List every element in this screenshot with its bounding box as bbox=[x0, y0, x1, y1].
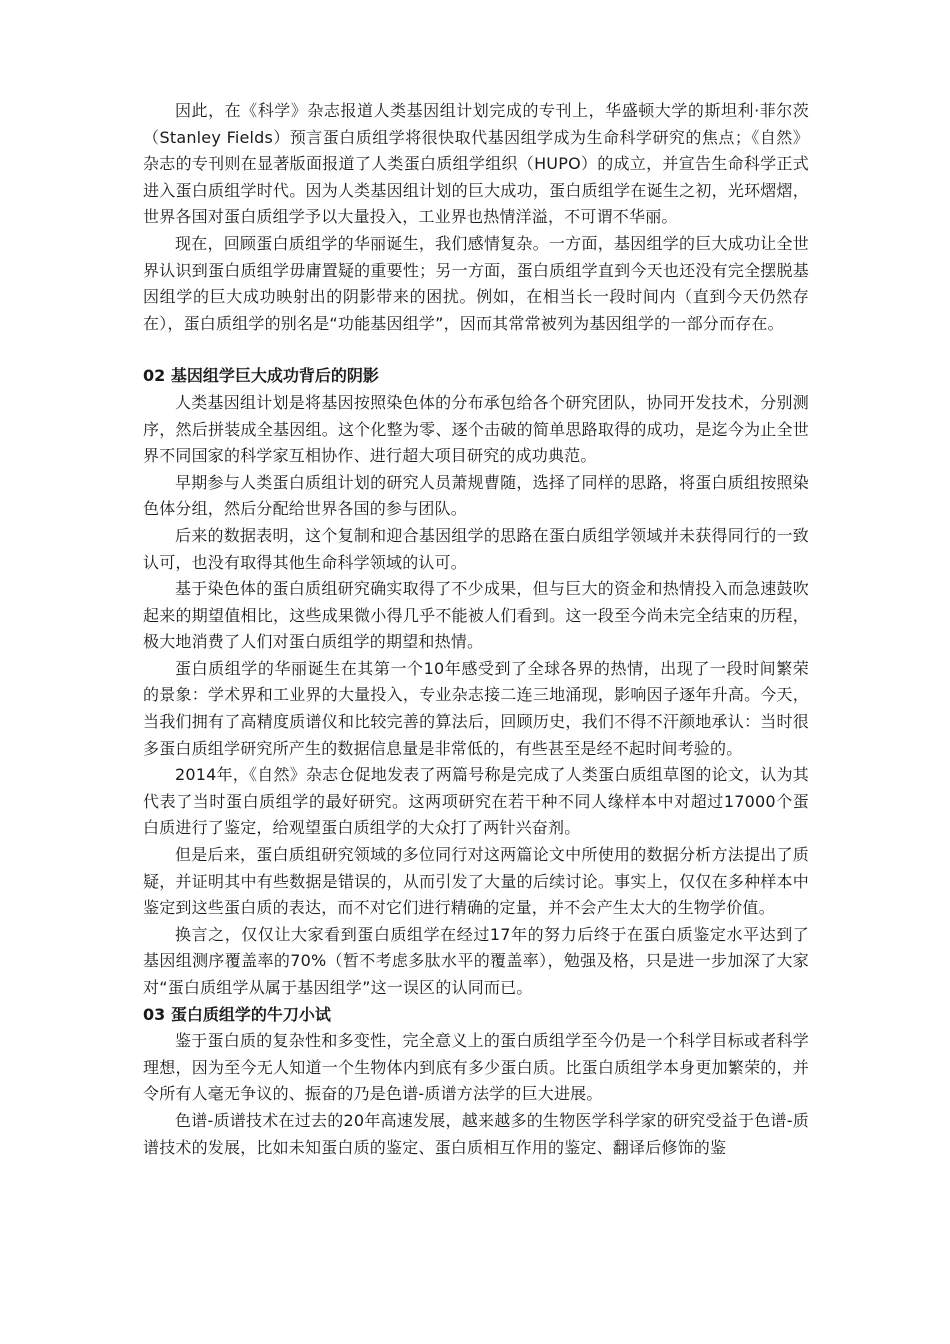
section-03 bbox=[143, 1002, 809, 1162]
paragraph: 色谱-质谱技术在过去的20年高速发展，越来越多的生物医学科学家的研究受益于色谱-质谱技术的发展，比如未知蛋白质的鉴定、蛋白质相互作用的鉴定、翻译后修饰的鉴 bbox=[143, 1110, 809, 1157]
paragraph: 蛋白质组学的华丽诞生在其第一个10年感受到了全球各界的热情，出现了一段时间繁荣的景象：学术界和工业界的大量投入，专业杂志接二连三地涌现，影响因子逐年升高。今天，当我们拥有了高精度质谱仪和比较完善的算法后，回顾历史，我们不得不汗颜地承认：当时很多蛋白质组学研究所产生的数据信息量是非常低的，有些甚至是经不起时间考验的。 bbox=[143, 658, 809, 758]
section-heading: 03 蛋白质组学的牛刀小试 bbox=[143, 1004, 331, 1024]
section-02 bbox=[143, 363, 809, 1001]
section-heading: 02 基因组学巨大成功背后的阴影 bbox=[143, 366, 379, 386]
paragraph: 后来的数据表明，这个复制和迎合基因组学的思路在蛋白质组学领域并未获得同行的一致认可，也没有取得其他生命科学领域的认可。 bbox=[143, 525, 809, 572]
paragraph: 早期参与人类蛋白质组计划的研究人员萧规曹随，选择了同样的思路，将蛋白质组按照染色体分组，然后分配给世界各国的参与团队。 bbox=[143, 472, 809, 519]
paragraph: 但是后来，蛋白质组研究领域的多位同行对这两篇论文中所使用的数据分析方法提出了质疑，并证明其中有些数据是错误的，从而引发了大量的后续讨论。事实上，仅仅在多种样本中鉴定到这些蛋白质的表达，而不对它们进行精确的定量，并不会产生太大的生物学价值。 bbox=[143, 845, 809, 918]
document-page bbox=[143, 98, 809, 1161]
section-intro bbox=[143, 98, 809, 337]
paragraph: 2014年，《自然》杂志仓促地发表了两篇号称是完成了人类蛋白质组草图的论文，认为其代表了当时蛋白质组学的最好研究。这两项研究在若干种不同人缘样本中对超过17000个蛋白质进行了鉴定，给观望蛋白质组学的大众打了两针兴奋剂。 bbox=[143, 765, 809, 838]
paragraph: 人类基因组计划是将基因按照染色体的分布承包给各个研究团队，协同开发技术，分别测序，然后拼装成全基因组。这个化整为零、逐个击破的简单思路取得的成功，是迄今为止全世界不同国家的科学家互相协作、进行超大项目研究的成功典范。 bbox=[143, 392, 809, 466]
section-spacer bbox=[143, 337, 809, 363]
paragraph: 鉴于蛋白质的复杂性和多变性，完全意义上的蛋白质组学至今仍是一个科学目标或者科学理想，因为至今无人知道一个生物体内到底有多少蛋白质。比蛋白质组学本身更加繁荣的，并令所有人毫无争议的、振奋的乃是色谱-质谱方法学的巨大进展。 bbox=[143, 1031, 809, 1104]
paragraph: 换言之，仅仅让大家看到蛋白质组学在经过17年的努力后终于在蛋白质鉴定水平达到了基因组测序覆盖率的70%（暂不考虑多肽水平的覆盖率），勉强及格，只是进一步加深了大家对“蛋白质组学从属于基因组学”这一误区的认同而已。 bbox=[143, 924, 809, 997]
paragraph: 现在，回顾蛋白质组学的华丽诞生，我们感情复杂。一方面，基因组学的巨大成功让全世界认识到蛋白质组学毋庸置疑的重要性；另一方面，蛋白质组学直到今天也还没有完全摆脱基因组学的巨大成功映射出的阴影带来的困扰。例如，在相当长一段时间内（直到今天仍然存在），蛋白质组学的别名是“功能基因组学”，因而其常常被列为基因组学的一部分而存在。 bbox=[143, 233, 809, 333]
paragraph: 基于染色体的蛋白质组研究确实取得了不少成果，但与巨大的资金和热情投入而急速鼓吹起来的期望值相比，这些成果微小得几乎不能被人们看到。这一段至今尚未完全结束的历程，极大地消费了人们对蛋白质组学的期望和热情。 bbox=[143, 579, 809, 652]
paragraph: 因此，在《科学》杂志报道人类基因组计划完成的专刊上，华盛顿大学的斯坦利·菲尔茨（Stanley Fields）预言蛋白质组学将很快取代基因组学成为生命科学研究的焦点；《自然》杂志的专刊则在显著版面报道了人类蛋白质组学组织（HUPO）的成立，并宣告生命科学正式进入蛋白质组学时代。因为人类基因组计划的巨大成功，蛋白质组学在诞生之初，光环熠熠，世界各国对蛋白质组学予以大量投入，工业界也热情洋溢，不可谓不华丽。 bbox=[143, 101, 809, 227]
